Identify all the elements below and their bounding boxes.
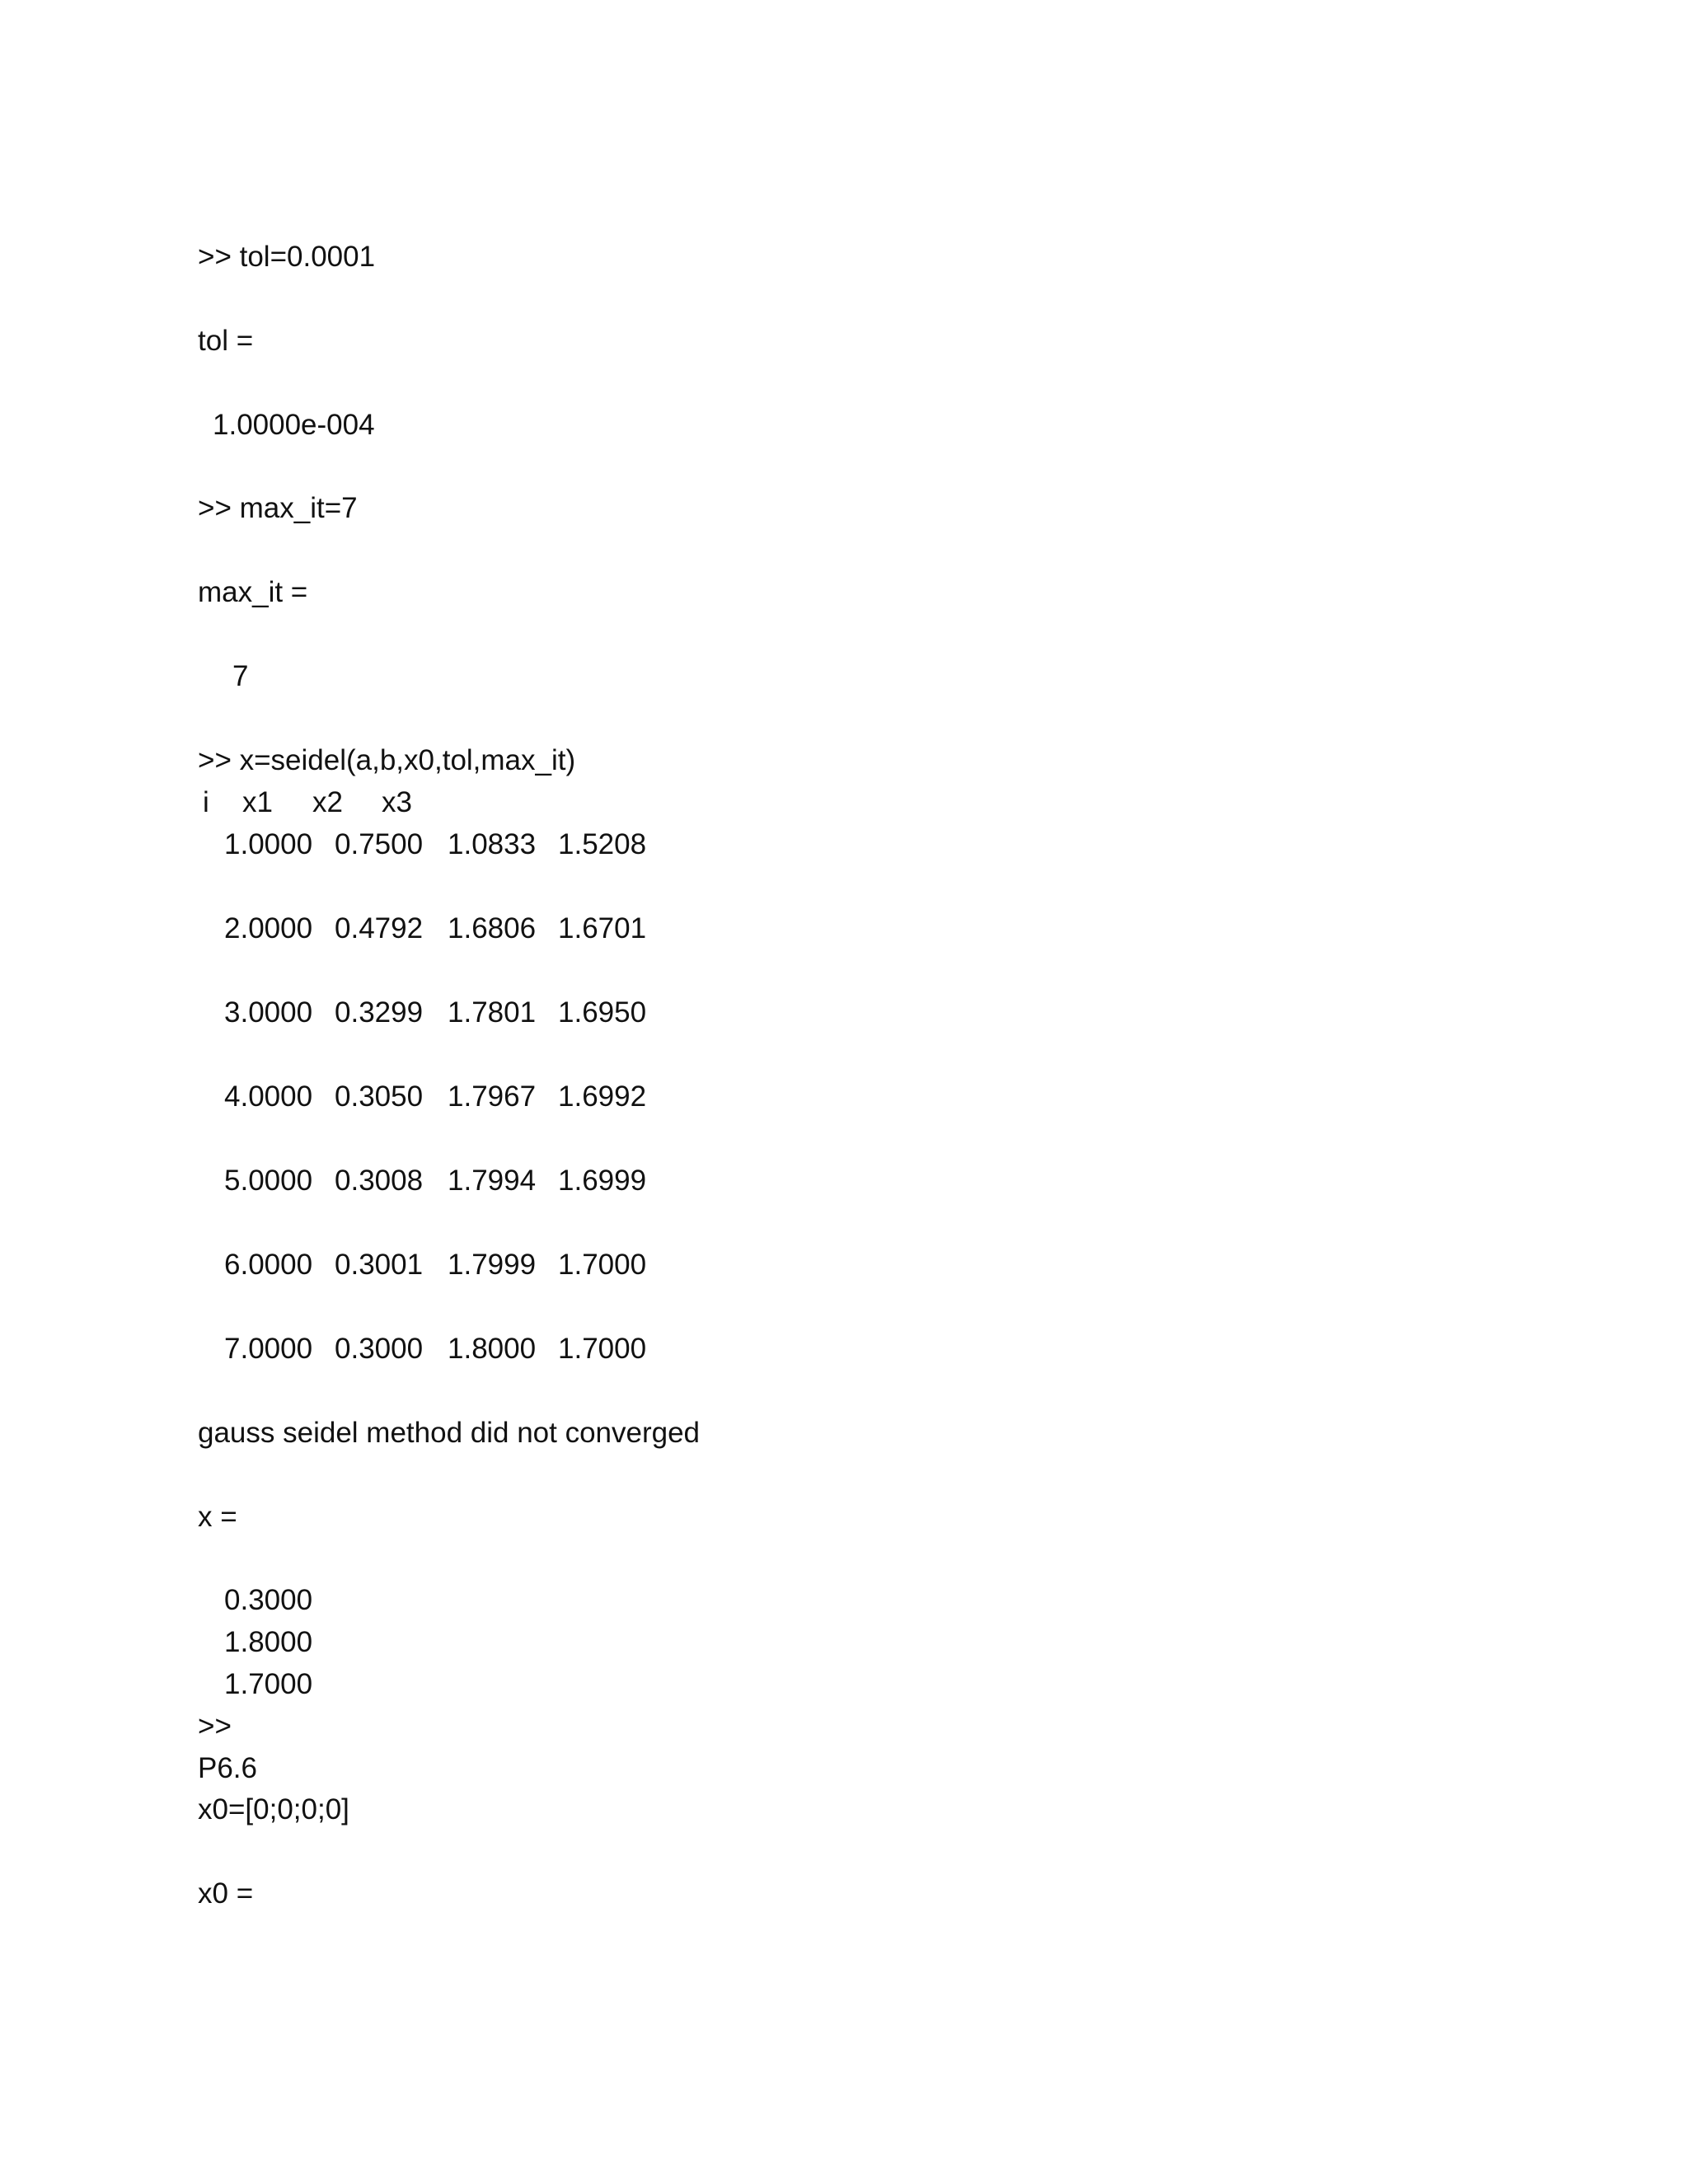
cell-x3: 1.7000: [558, 1249, 647, 1281]
result-value-2: 1.8000: [224, 1626, 313, 1658]
command-tol: >> tol=0.0001: [198, 241, 376, 273]
cell-x2: 1.7967: [448, 1080, 537, 1113]
output-max-it-label: max_it =: [198, 576, 308, 608]
output-tol-label: tol =: [198, 325, 254, 357]
cell-i: 4.0000: [224, 1080, 313, 1113]
cell-x1: 0.3050: [335, 1080, 424, 1113]
header-x2: x2: [312, 786, 343, 818]
output-tol-value: 1.0000e-004: [213, 409, 375, 441]
cell-i: 2.0000: [224, 912, 313, 944]
header-i: i: [203, 786, 209, 818]
cell-x1: 0.3299: [335, 996, 424, 1029]
x0-assignment: x0=[0;0;0;0]: [198, 1793, 349, 1825]
cell-x1: 0.3008: [335, 1165, 424, 1197]
result-value-3: 1.7000: [224, 1668, 313, 1700]
cell-i: 3.0000: [224, 996, 313, 1029]
cell-i: 5.0000: [224, 1165, 313, 1197]
result-value-1: 0.3000: [224, 1584, 313, 1616]
cell-x2: 1.7994: [448, 1165, 537, 1197]
cell-x1: 0.3001: [335, 1249, 424, 1281]
cell-x3: 1.6992: [558, 1080, 647, 1113]
header-x3: x3: [382, 786, 412, 818]
header-x1: x1: [242, 786, 273, 818]
convergence-message: gauss seidel method did not converged: [198, 1417, 701, 1449]
cell-x3: 1.6999: [558, 1165, 647, 1197]
command-seidel: >> x=seidel(a,b,x0,tol,max_it): [198, 744, 576, 776]
cell-i: 7.0000: [224, 1333, 313, 1365]
x0-label: x0 =: [198, 1877, 254, 1910]
cell-x3: 1.6950: [558, 996, 647, 1029]
cell-x1: 0.3000: [335, 1333, 424, 1365]
problem-label: P6.6: [198, 1752, 257, 1784]
cell-x2: 1.0833: [448, 828, 537, 860]
cell-x3: 1.7000: [558, 1333, 647, 1365]
cell-i: 6.0000: [224, 1249, 313, 1281]
cell-i: 1.0000: [224, 828, 313, 860]
command-max-it: >> max_it=7: [198, 492, 358, 524]
cell-x3: 1.6701: [558, 912, 647, 944]
result-label: x =: [198, 1501, 237, 1533]
cell-x2: 1.8000: [448, 1333, 537, 1365]
cell-x2: 1.7999: [448, 1249, 537, 1281]
cell-x2: 1.6806: [448, 912, 537, 944]
cell-x1: 0.4792: [335, 912, 424, 944]
cell-x1: 0.7500: [335, 828, 424, 860]
cell-x3: 1.5208: [558, 828, 647, 860]
output-max-it-value: 7: [232, 660, 249, 692]
prompt: >>: [198, 1710, 232, 1742]
cell-x2: 1.7801: [448, 996, 537, 1029]
